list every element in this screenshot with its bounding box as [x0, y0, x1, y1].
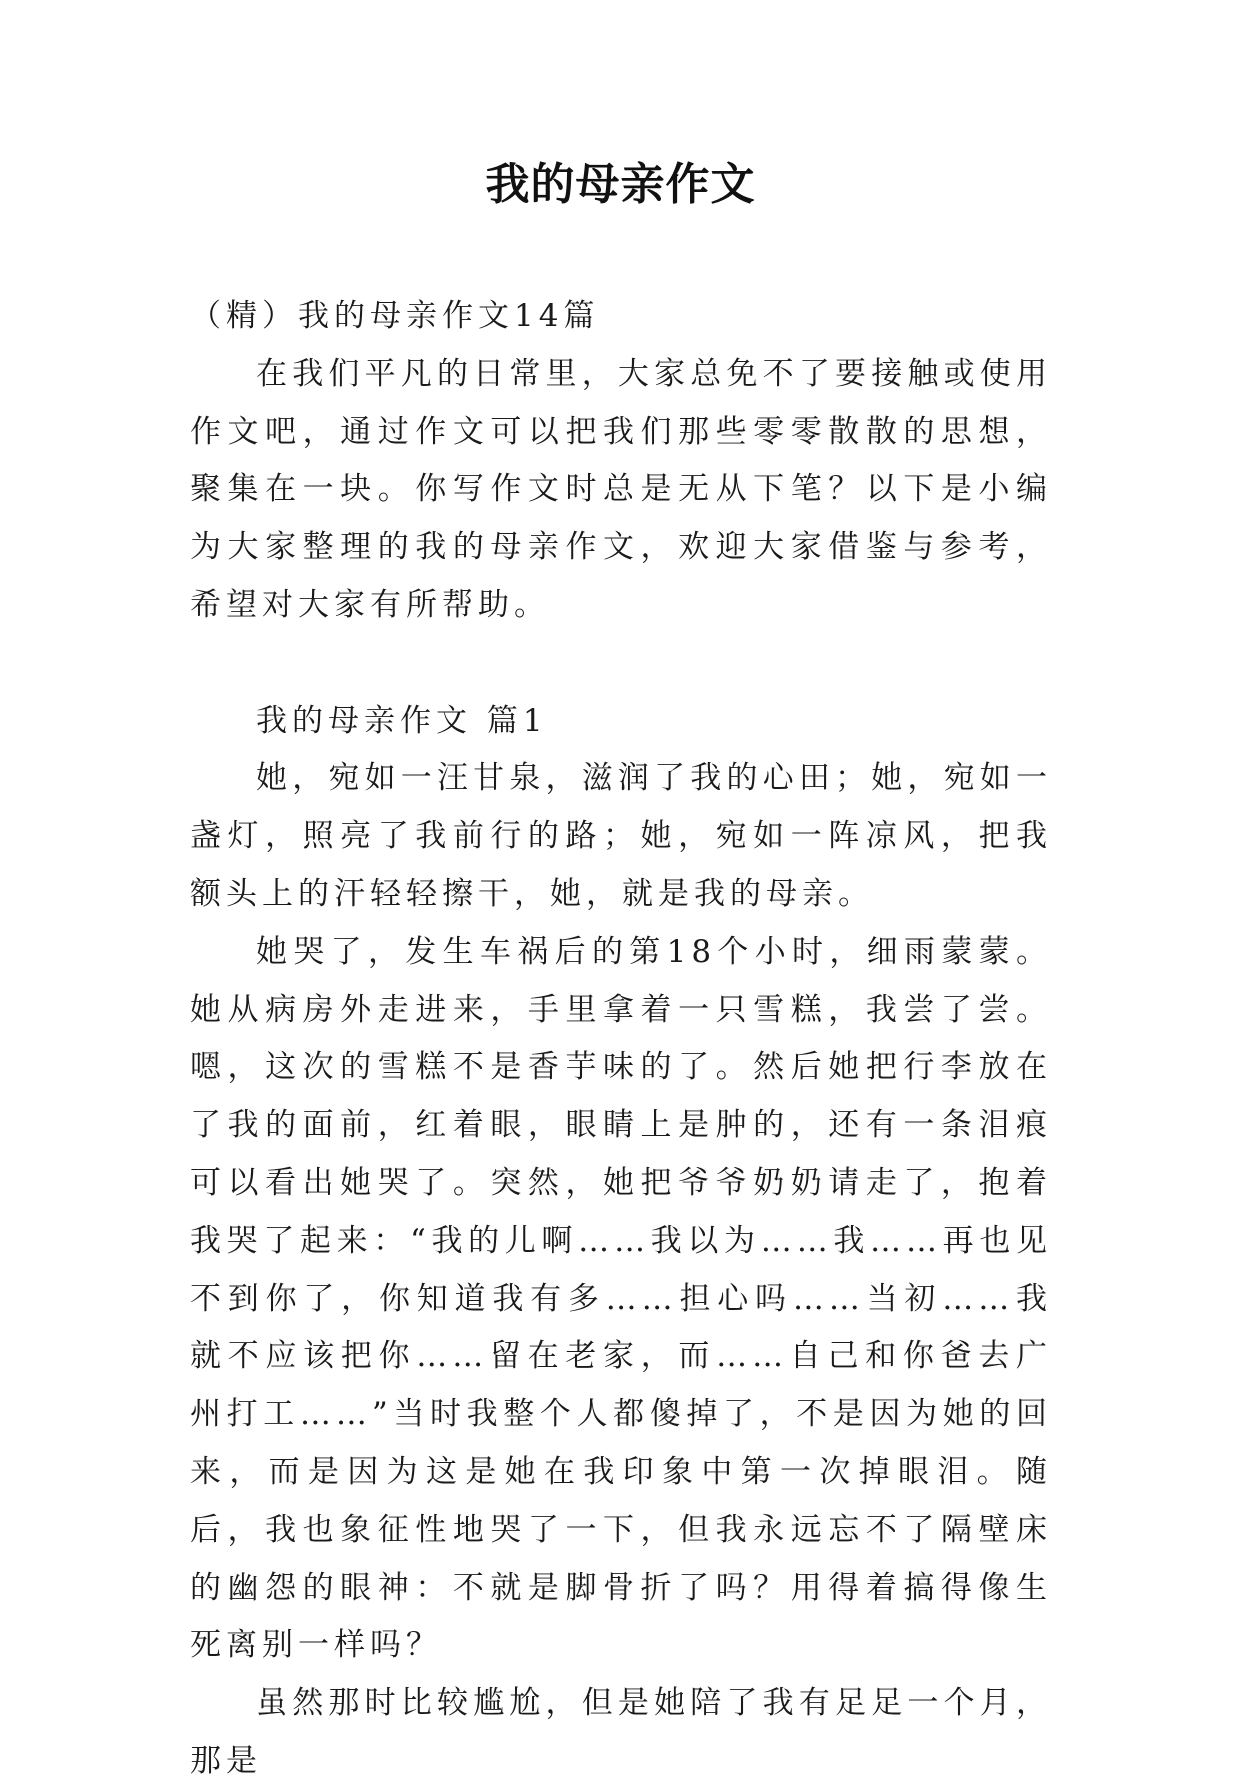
blank-line — [190, 635, 1052, 693]
section-heading: 我的母亲作文 篇1 — [256, 702, 548, 739]
body-paragraph: 虽然那时比较尴尬，但是她陪了我有足足一个月，那是 — [190, 1685, 1052, 1779]
document-body — [190, 288, 1052, 1791]
body-paragraph: 她哭了，发生车祸后的第18个小时，细雨蒙蒙。她从病房外走进来，手里拿着一只雪糕，我尝了尝。嗯，这次的雪糕不是香芋味的了。然后她把行李放在了我的面前，红着眼，眼睛上是肿的，还有一条泪痕可以看出她哭了。突然，她把爷爷奶奶请走了，抱着我哭了起来：“我的儿啊……我以为……我……再也见不到你了，你知道我有多……担心吗……当初……我就不应该把你……留在老家，而……自己和你爸去广州打工……”当时我整个人都傻掉了，不是因为她的回来，而是因为这是她在我印象中第一次掉眼泪。随后，我也象征性地哭了一下，但我永远忘不了隔壁床的幽怨的眼神：不就是脚骨折了吗？用得着搞得像生死离别一样吗？ — [190, 933, 1052, 1664]
document-subtitle: （精）我的母亲作文14篇 — [190, 298, 600, 334]
document-title: 我的母亲作文 — [485, 159, 756, 210]
intro-paragraph: 在我们平凡的日常里，大家总免不了要接触或使用作文吧，通过作文可以把我们那些零零散散的思想，聚集在一块。你写作文时总是无从下笔？以下是小编为大家整理的我的母亲作文，欢迎大家借鉴与参考，希望对大家有所帮助。 — [190, 355, 1052, 623]
body-paragraph: 她，宛如一汪甘泉，滋润了我的心田；她，宛如一盏灯，照亮了我前行的路；她，宛如一阵凉风，把我额头上的汗轻轻擦干，她，就是我的母亲。 — [190, 760, 1052, 912]
